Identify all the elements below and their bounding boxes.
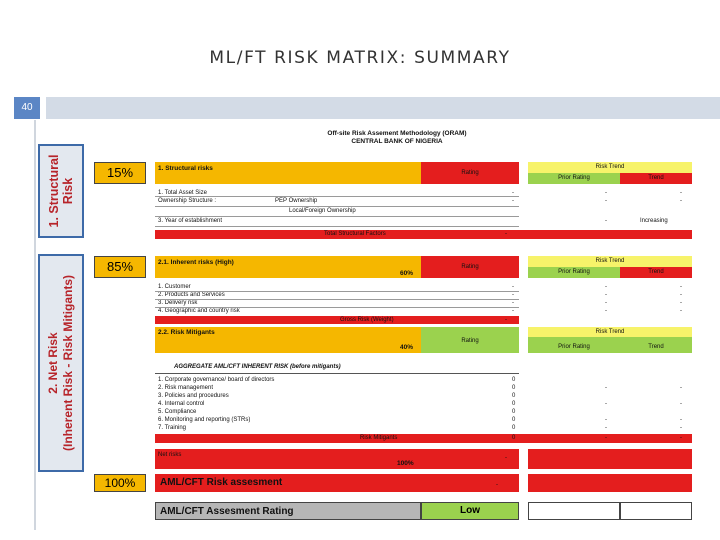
structural-row-1: 1. Total Asset Size bbox=[158, 190, 207, 196]
net-risks-bg bbox=[155, 449, 519, 469]
inherent-risk-trend: Risk Trend bbox=[595, 258, 625, 264]
mitigants-trend-label: Trend bbox=[648, 344, 664, 350]
inherent-row-4: 4. Geographic and country risk bbox=[158, 308, 240, 314]
inherent-row-3: 3. Delivery risk bbox=[158, 300, 198, 306]
structural-row-3: 3. Year of establishment bbox=[158, 218, 223, 224]
structural-label-line2: Risk bbox=[61, 177, 75, 205]
structural-risk-label-box bbox=[38, 144, 84, 238]
assessment-prior-cell bbox=[528, 502, 620, 520]
inherent-trend-label: Trend bbox=[648, 269, 664, 275]
sheet-header-line1: Off-site Risk Assement Methodology (ORAM) bbox=[327, 130, 467, 137]
inherent-heading: 2.1. Inherent risks (High) bbox=[158, 259, 234, 266]
net-risks-label: Net risks bbox=[158, 452, 182, 458]
inherent-rating-label: Rating bbox=[461, 264, 479, 270]
risk-matrix-sheet: Off-site Risk Assement Methodology (ORAM) CENTRAL BANK OF NIGERIA 15% 1. Structural risks Rating Risk Trend Prior Rating Trend 1. Total Asset Size Ownership Structure : PEP Ownership Local/Foreign Ownership 3. Year of establishment - - - - - - - Increasing Total Structural Factors - 85% 2.1. Inherent risks (High) 60% Rating Risk Trend Prior Rating Trend 1. Customer 2. Products and Services 3. Delivery risk 4. Geographic and country risk - - - - - - - - - - - - Gross Risk (Weight) - 2.2. Risk Mitigants 40% Rating Risk Trend Prior Rating Trend AGGREGATE AML/CFT INHERENT RISK (before mitigants) 1. Corporate governance/ board of directors 2. Risk management 3. Policies and procedures 4. Internal control 5. Compliance 6. Monitoring and reporting (STRs) 7. Training 0 0 0 0 0 0 0 - - - - - - - - Risk Mitigants 0 - - Net risks 100% - 100% AML/CFT Risk assesment - AML/CFT Assesment Rating Low bbox=[92, 124, 696, 524]
inherent-prior-rating: Prior Rating bbox=[558, 269, 590, 275]
structural-label-line1: 1. Structural bbox=[47, 154, 61, 228]
net-risk-label-box bbox=[38, 254, 84, 472]
mitigant-row-4: 4. Internal control bbox=[158, 401, 205, 407]
mitigant-row-1: 1. Corporate governance/ board of directors bbox=[158, 377, 275, 383]
net-label-line2: (Inherent Risk - Risk Mitigants) bbox=[61, 274, 75, 452]
inherent-pct: 60% bbox=[400, 270, 414, 277]
structural-trend-value: Increasing bbox=[640, 218, 668, 224]
net-risk-weight: 85% bbox=[94, 256, 146, 278]
structural-weight: 15% bbox=[94, 162, 146, 184]
left-divider bbox=[34, 120, 36, 530]
structural-total-label: Total Structural Factors bbox=[324, 231, 386, 237]
slide-number: 40 bbox=[14, 97, 40, 119]
structural-trend-label: Trend bbox=[648, 175, 664, 181]
net-risks-trend-bg bbox=[528, 449, 692, 469]
inherent-row-1: 1. Customer bbox=[158, 284, 191, 290]
structural-prior-rating: Prior Rating bbox=[558, 175, 590, 181]
structural-rating-label: Rating bbox=[461, 170, 479, 176]
inherent-row-2: 2. Products and Services bbox=[158, 292, 225, 298]
mitigant-row-7: 7. Training bbox=[158, 425, 187, 431]
mitigants-total-label: Risk Mitigants bbox=[360, 435, 398, 441]
mitigants-total-bg bbox=[155, 434, 692, 443]
mitigant-row-5: 5. Compliance bbox=[158, 409, 197, 415]
structural-risk-trend: Risk Trend bbox=[595, 164, 625, 170]
net-risks-pct: 100% bbox=[397, 460, 414, 467]
mitigants-risk-trend: Risk Trend bbox=[595, 329, 625, 335]
sheet-header-line2: CENTRAL BANK OF NIGERIA bbox=[351, 138, 443, 145]
structural-total-bg bbox=[155, 230, 692, 239]
pep-ownership: PEP Ownership bbox=[275, 198, 318, 204]
overall-assessment-label: AML/CFT Risk assesment bbox=[160, 477, 283, 488]
assessment-rating-label: AML/CFT Assesment Rating bbox=[160, 506, 294, 517]
assessment-trend-cell bbox=[620, 502, 692, 520]
slide-title: ML/FT RISK MATRIX: SUMMARY bbox=[209, 48, 511, 68]
mitigants-pct: 40% bbox=[400, 344, 414, 351]
overall-weight: 100% bbox=[94, 474, 146, 492]
aggregate-label: AGGREGATE AML/CFT INHERENT RISK (before mitigants) bbox=[174, 364, 341, 370]
mitigant-row-2: 2. Risk management bbox=[158, 385, 214, 391]
mitigants-rating-label: Rating bbox=[461, 338, 479, 344]
structural-row-2: Ownership Structure : bbox=[158, 198, 217, 204]
mitigant-row-6: 6. Monitoring and reporting (STRs) bbox=[158, 417, 251, 423]
header-bar bbox=[46, 97, 720, 119]
mitigant-row-3: 3. Policies and procedures bbox=[158, 393, 229, 399]
overall-trend-bg bbox=[528, 474, 692, 492]
mitigants-prior-rating: Prior Rating bbox=[558, 344, 590, 350]
local-foreign-ownership: Local/Foreign Ownership bbox=[289, 208, 356, 214]
mitigants-heading: 2.2. Risk Mitigants bbox=[158, 329, 215, 336]
gross-risk-bg bbox=[155, 316, 519, 324]
assessment-rating-value: Low bbox=[421, 502, 519, 520]
net-label-line1: 2. Net Risk bbox=[46, 332, 60, 394]
structural-heading: 1. Structural risks bbox=[158, 165, 213, 172]
gross-risk-label: Gross Risk (Weight) bbox=[340, 317, 394, 323]
